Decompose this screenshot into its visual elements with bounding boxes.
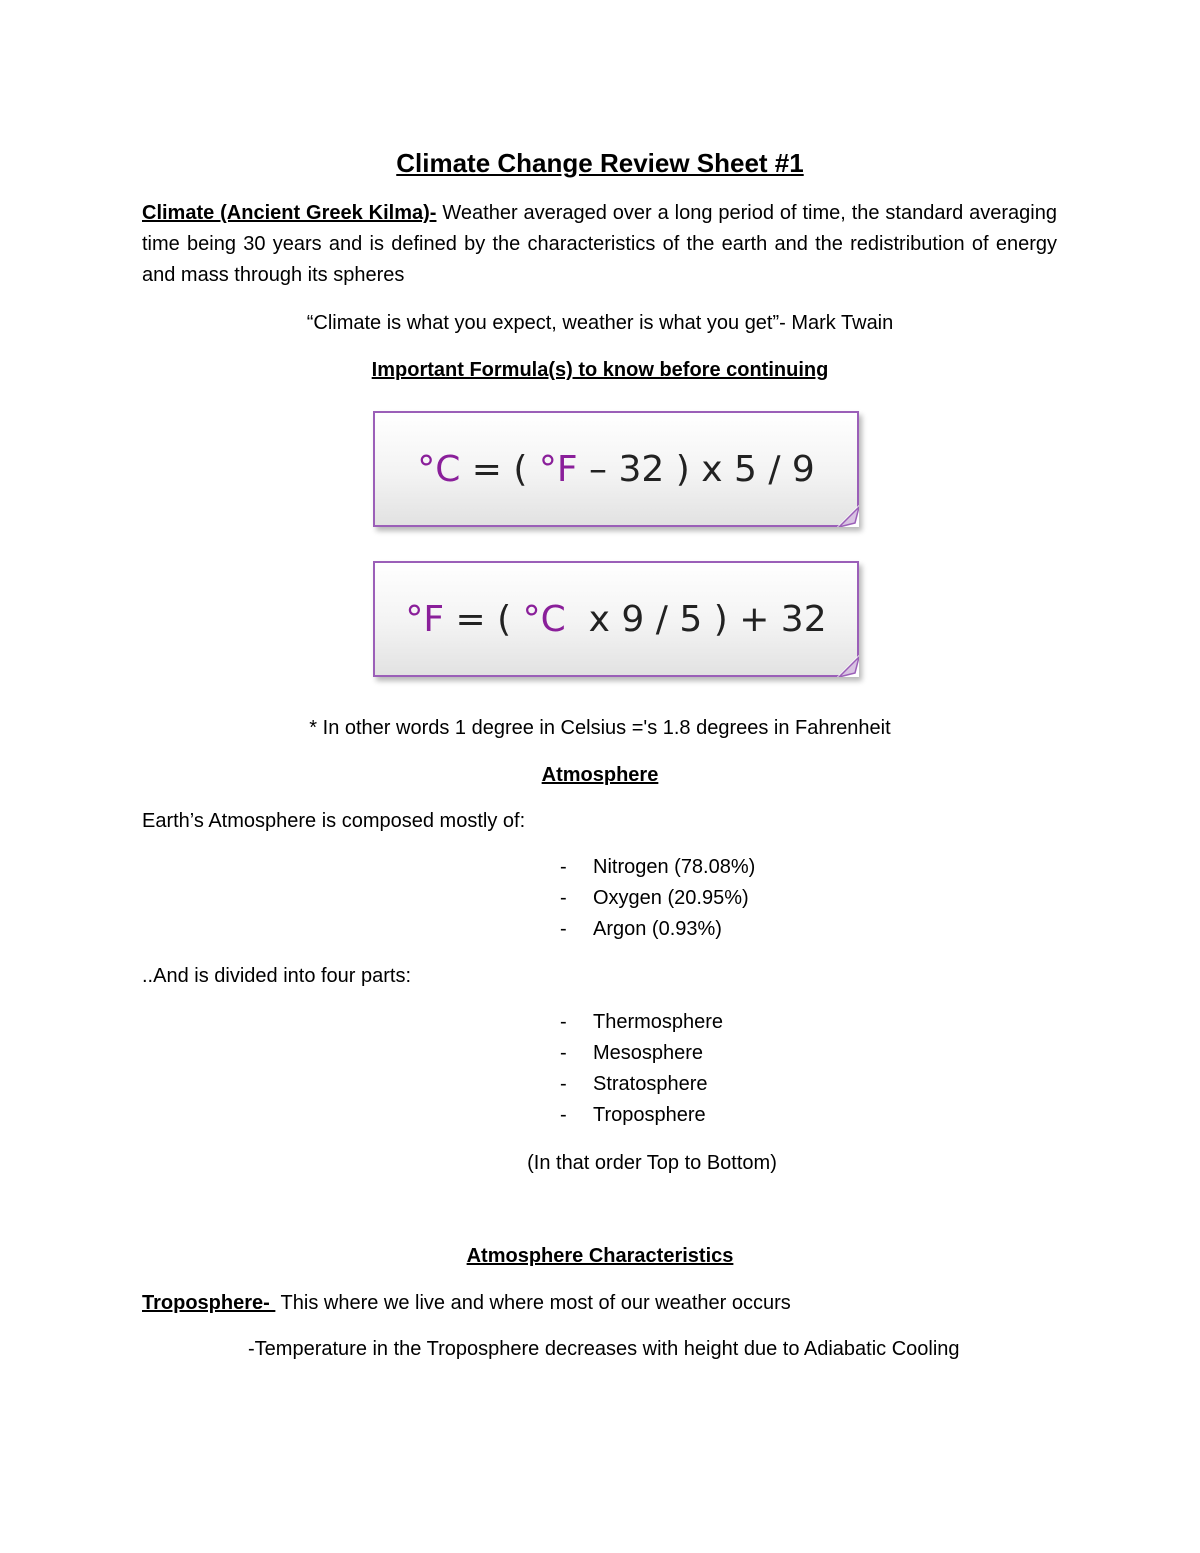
list-item-label: Troposphere bbox=[593, 1104, 706, 1126]
celsius-unit: °C bbox=[522, 598, 566, 640]
list-item bbox=[560, 1007, 723, 1038]
bullet-dash: - bbox=[560, 1011, 567, 1033]
celsius-formula bbox=[417, 449, 815, 490]
characteristics-heading: Atmosphere Characteristics bbox=[466, 1245, 734, 1267]
list-item-label: Stratosphere bbox=[593, 1073, 708, 1095]
list-item-label: Argon (0.93%) bbox=[593, 918, 722, 940]
bullet-dash: - bbox=[560, 918, 567, 940]
formula-part: x 9 / 5 ) + 32 bbox=[565, 598, 827, 640]
celsius-unit: °C bbox=[417, 448, 461, 490]
page-title: Climate Change Review Sheet #1 bbox=[396, 148, 804, 178]
formulas-heading: Important Formula(s) to know before continuing bbox=[371, 359, 829, 381]
list-item bbox=[560, 852, 755, 883]
list-item-label: Oxygen (20.95%) bbox=[593, 887, 749, 909]
page-curl-icon bbox=[837, 655, 859, 677]
fahrenheit-unit: °F bbox=[405, 598, 445, 640]
conversion-note: * In other words 1 degree in Celsius ='s 1.8 degrees in Fahrenheit bbox=[309, 717, 891, 739]
parts-list bbox=[560, 1007, 723, 1131]
list-item bbox=[560, 1100, 723, 1131]
mark-twain-quote: “Climate is what you expect, weather is what you get”- Mark Twain bbox=[306, 312, 894, 334]
celsius-formula-box bbox=[373, 411, 859, 527]
troposphere-text: This where we live and where most of our weather occurs bbox=[275, 1292, 791, 1314]
bullet-dash: - bbox=[560, 856, 567, 878]
troposphere-detail: -Temperature in the Troposphere decreases with height due to Adiabatic Cooling bbox=[248, 1338, 960, 1360]
bullet-dash: - bbox=[560, 887, 567, 909]
parts-intro: ..And is divided into four parts: bbox=[142, 965, 412, 987]
composition-intro: Earth’s Atmosphere is composed mostly of: bbox=[142, 810, 526, 832]
bullet-dash: - bbox=[560, 1073, 567, 1095]
list-item bbox=[560, 914, 755, 945]
list-item-label: Thermosphere bbox=[593, 1011, 724, 1033]
fahrenheit-formula bbox=[405, 599, 826, 640]
fahrenheit-formula-box bbox=[373, 561, 859, 677]
troposphere-term: Troposphere- bbox=[142, 1292, 276, 1314]
list-item bbox=[560, 1069, 723, 1100]
list-item bbox=[560, 1038, 723, 1069]
list-item bbox=[560, 883, 755, 914]
formula-part: = ( bbox=[444, 598, 523, 640]
atmosphere-heading: Atmosphere bbox=[541, 764, 659, 786]
page-curl-icon bbox=[837, 505, 859, 527]
climate-definition bbox=[142, 198, 1057, 291]
fahrenheit-unit: °F bbox=[538, 448, 578, 490]
order-note: (In that order Top to Bottom) bbox=[527, 1152, 777, 1174]
list-item-label: Nitrogen (78.08%) bbox=[593, 856, 756, 878]
climate-term: Climate (Ancient Greek Kilma)- bbox=[142, 202, 437, 224]
bullet-dash: - bbox=[560, 1042, 567, 1064]
climate-definition-text: Weather averaged over a long period of time, the standard averaging time being 30 years and is defined by the characteristics of the earth and the redistribution of energy and mass through its spheres bbox=[142, 202, 1057, 286]
formula-part: – 32 ) x 5 / 9 bbox=[577, 448, 815, 490]
bullet-dash: - bbox=[560, 1104, 567, 1126]
formula-part: = ( bbox=[460, 448, 539, 490]
list-item-label: Mesosphere bbox=[593, 1042, 704, 1064]
troposphere-definition bbox=[142, 1289, 791, 1317]
composition-list bbox=[560, 852, 755, 945]
